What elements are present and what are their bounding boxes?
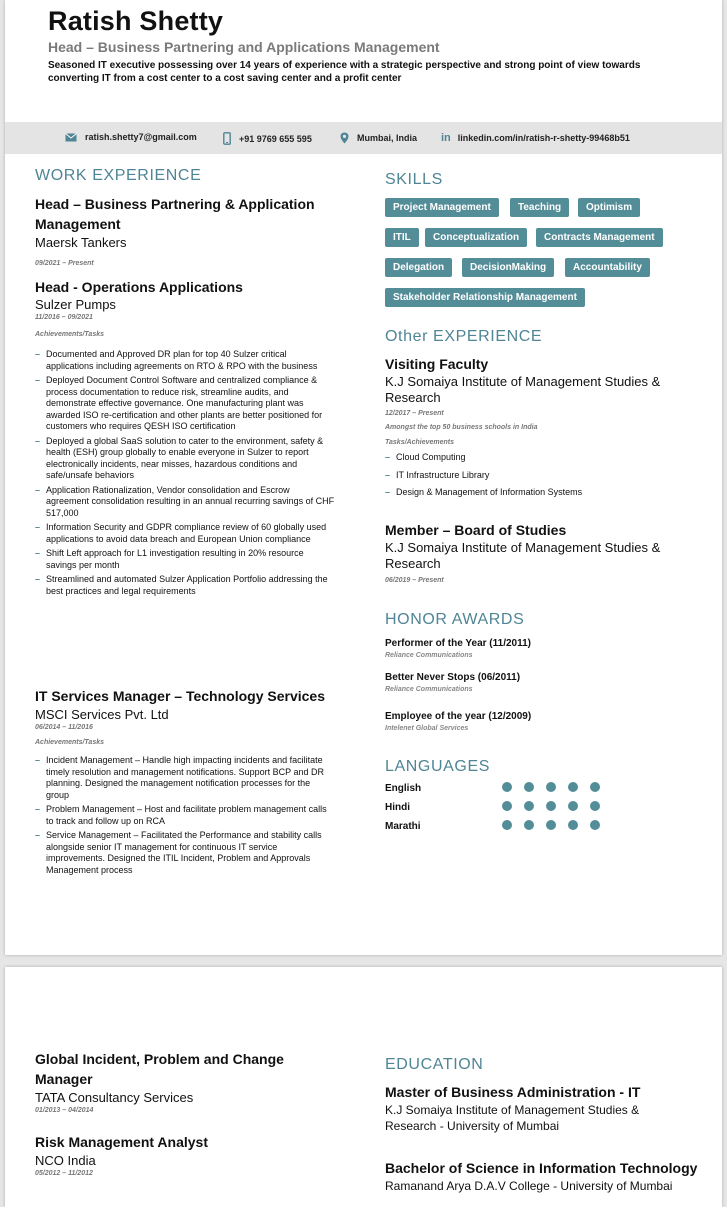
skill-tag: Project Management bbox=[385, 198, 499, 217]
award-org: Reliance Communications bbox=[385, 652, 473, 659]
education-heading: EDUCATION bbox=[385, 1056, 484, 1073]
proficiency-dot bbox=[590, 820, 600, 830]
contact-location bbox=[340, 132, 417, 144]
degree-school: Ramanand Arya D.A.V College - University of Mumbai bbox=[385, 1179, 673, 1193]
proficiency-dot bbox=[568, 782, 578, 792]
summary: Seasoned IT executive possessing over 14 years of experience with a strategic perspective and strong point of view towards converting IT from a cost center to a cost saving center and a profit center bbox=[48, 60, 641, 84]
skill-tag: Optimism bbox=[578, 198, 640, 217]
job-title: IT Services Manager – Technology Services bbox=[35, 688, 325, 704]
company-name: NCO India bbox=[35, 1153, 96, 1168]
award-title: Employee of the year (12/2009) bbox=[385, 711, 532, 722]
company-name: TATA Consultancy Services bbox=[35, 1090, 194, 1105]
role-date: 12/2017 – Present bbox=[385, 410, 444, 417]
list-item: – Documented and Approved DR plan for top 40 Sulzer critical applications including agreements on RTO & RPO with the business bbox=[35, 349, 335, 372]
linkedin-icon: in bbox=[441, 132, 451, 144]
contact-linkedin[interactable] bbox=[441, 132, 630, 144]
proficiency-dot bbox=[502, 801, 512, 811]
role-title: Visiting Faculty bbox=[385, 356, 489, 372]
award-org: Reliance Communications bbox=[385, 686, 473, 693]
job-date: 06/2014 – 11/2016 bbox=[35, 724, 93, 731]
proficiency-dot bbox=[546, 782, 556, 792]
job-title: Head – Business Partnering & Application Management bbox=[35, 196, 315, 232]
list-item: – Cloud Computing bbox=[385, 452, 685, 464]
proficiency-dot bbox=[568, 820, 578, 830]
language-name: English bbox=[385, 783, 422, 794]
award-title: Performer of the Year (11/2011) bbox=[385, 638, 532, 649]
award-title: Better Never Stops (06/2011) bbox=[385, 672, 521, 683]
skill-tag: Teaching bbox=[510, 198, 569, 217]
proficiency-dot bbox=[546, 801, 556, 811]
contact-email[interactable] bbox=[65, 132, 197, 142]
proficiency-dot bbox=[590, 782, 600, 792]
resume-page-2 bbox=[5, 967, 722, 1207]
award-org: Intelenet Global Services bbox=[385, 725, 469, 732]
list-item: – Application Rationalization, Vendor consolidation and Escrow agreement consolidation resulting in an annual recurring savings of CHF 517,000 bbox=[35, 485, 335, 520]
role-note: Amongst the top 50 business schools in India bbox=[385, 424, 538, 431]
skill-tag: Stakeholder Relationship Management bbox=[385, 288, 585, 307]
resume-page-1 bbox=[5, 0, 722, 955]
degree-school: K.J Somaiya Institute of Management Studies & Research - University of Mumbai bbox=[385, 1103, 640, 1133]
proficiency-dot bbox=[502, 820, 512, 830]
job-title: Risk Management Analyst bbox=[35, 1134, 208, 1150]
list-item: – Deployed a global SaaS solution to cater to the environment, safety & health (ESH) group globally to enable everyone in Sulzer to report electronically incidents, near misses, hazardous conditions and safe/unsafe behaviors bbox=[35, 436, 335, 482]
role-title: Member – Board of Studies bbox=[385, 522, 567, 538]
language-name: Hindi bbox=[385, 802, 410, 813]
job-date: 09/2021 – Present bbox=[35, 260, 94, 267]
email-text: ratish.shetty7@gmail.com bbox=[85, 132, 197, 142]
honor-awards-heading: HONOR AWARDS bbox=[385, 611, 525, 628]
proficiency-dot bbox=[524, 782, 534, 792]
job-date: 11/2016 – 09/2021 bbox=[35, 314, 93, 321]
skill-tag: DecisionMaking bbox=[462, 258, 554, 277]
skill-tag: Delegation bbox=[385, 258, 452, 277]
proficiency-dot bbox=[502, 782, 512, 792]
role-bullets bbox=[385, 452, 685, 502]
candidate-name: Ratish Shetty bbox=[48, 6, 224, 36]
list-item: – IT Infrastructure Library bbox=[385, 470, 685, 482]
company-name: MSCI Services Pvt. Ltd bbox=[35, 707, 169, 722]
language-name: Marathi bbox=[385, 821, 421, 832]
degree-title: Master of Business Administration - IT bbox=[385, 1084, 641, 1100]
proficiency-dot bbox=[546, 820, 556, 830]
list-item: – Information Security and GDPR compliance review of 60 globally used applications to avoid data breach and European Union compliance bbox=[35, 522, 335, 545]
role-date: 06/2019 – Present bbox=[385, 577, 444, 584]
location-text: Mumbai, India bbox=[357, 133, 418, 143]
languages-heading: LANGUAGES bbox=[385, 758, 490, 775]
proficiency-dot bbox=[590, 801, 600, 811]
phone-text: +91 9769 655 595 bbox=[239, 133, 312, 144]
phone-icon bbox=[223, 132, 231, 145]
company-name: Maersk Tankers bbox=[35, 235, 127, 250]
achievements-label: Achievements/Tasks bbox=[35, 331, 104, 338]
other-experience-heading: Other EXPERIENCE bbox=[385, 328, 543, 345]
job-bullets bbox=[35, 755, 335, 879]
contact-phone[interactable] bbox=[223, 132, 312, 145]
location-pin-icon bbox=[340, 132, 349, 144]
skill-tag: Conceptualization bbox=[425, 228, 527, 247]
skill-tag: Accountability bbox=[565, 258, 650, 277]
company-name: Sulzer Pumps bbox=[35, 297, 116, 312]
work-experience-heading: WORK EXPERIENCE bbox=[35, 167, 202, 184]
headline: Head – Business Partnering and Applications Management bbox=[48, 39, 440, 55]
list-item: – Shift Left approach for L1 investigation resulting in 20% resource savings per month bbox=[35, 548, 335, 571]
job-date: 01/2013 – 04/2014 bbox=[35, 1107, 94, 1114]
proficiency-dot bbox=[524, 801, 534, 811]
job-title: Global Incident, Problem and Change Manager bbox=[35, 1051, 284, 1087]
list-item: – Design & Management of Information Systems bbox=[385, 487, 685, 499]
language-proficiency-dots bbox=[502, 782, 612, 842]
email-icon bbox=[65, 133, 77, 142]
list-item: – Service Management – Facilitated the Performance and stability calls alongside senior IT management for continuous IT service improvements. Designed the ITIL Incident, Problem and Approvals Management process bbox=[35, 830, 335, 876]
proficiency-dot bbox=[568, 801, 578, 811]
job-title: Head - Operations Applications bbox=[35, 279, 243, 295]
contact-bar bbox=[5, 122, 722, 154]
job-bullets bbox=[35, 349, 335, 600]
job-date: 05/2012 – 11/2012 bbox=[35, 1170, 93, 1177]
skill-tag: ITIL bbox=[385, 228, 419, 247]
proficiency-dot bbox=[524, 820, 534, 830]
role-organization: K.J Somaiya Institute of Management Studies & Research bbox=[385, 540, 661, 571]
skills-heading: SKILLS bbox=[385, 171, 443, 188]
degree-title: Bachelor of Science in Information Technology bbox=[385, 1160, 698, 1176]
list-item: – Problem Management – Host and facilitate problem management calls to track and follow up on RCA bbox=[35, 804, 335, 827]
list-item: – Streamlined and automated Sulzer Application Portfolio addressing the best practices and legal requirements bbox=[35, 574, 335, 597]
skill-tag: Contracts Management bbox=[536, 228, 663, 247]
tasks-label: Tasks/Achievements bbox=[385, 439, 454, 446]
achievements-label: Achievements/Tasks bbox=[35, 739, 104, 746]
linkedin-text: linkedin.com/in/ratish-r-shetty-99468b51 bbox=[457, 133, 630, 143]
role-organization: K.J Somaiya Institute of Management Studies & Research bbox=[385, 374, 661, 405]
list-item: – Incident Management – Handle high impacting incidents and facilitate timely resolution and management notifications. Support BCP and DR planning. Designed the management notification processes for the group bbox=[35, 755, 335, 801]
list-item: – Deployed Document Control Software and centralized compliance & process documentation to reduce risk, streamline audits, and demonstrate effective governance. One manufacturing plant was awarded ISO re-certification and other plants are better positioned for customers who requires QESH ISO certification bbox=[35, 375, 335, 433]
